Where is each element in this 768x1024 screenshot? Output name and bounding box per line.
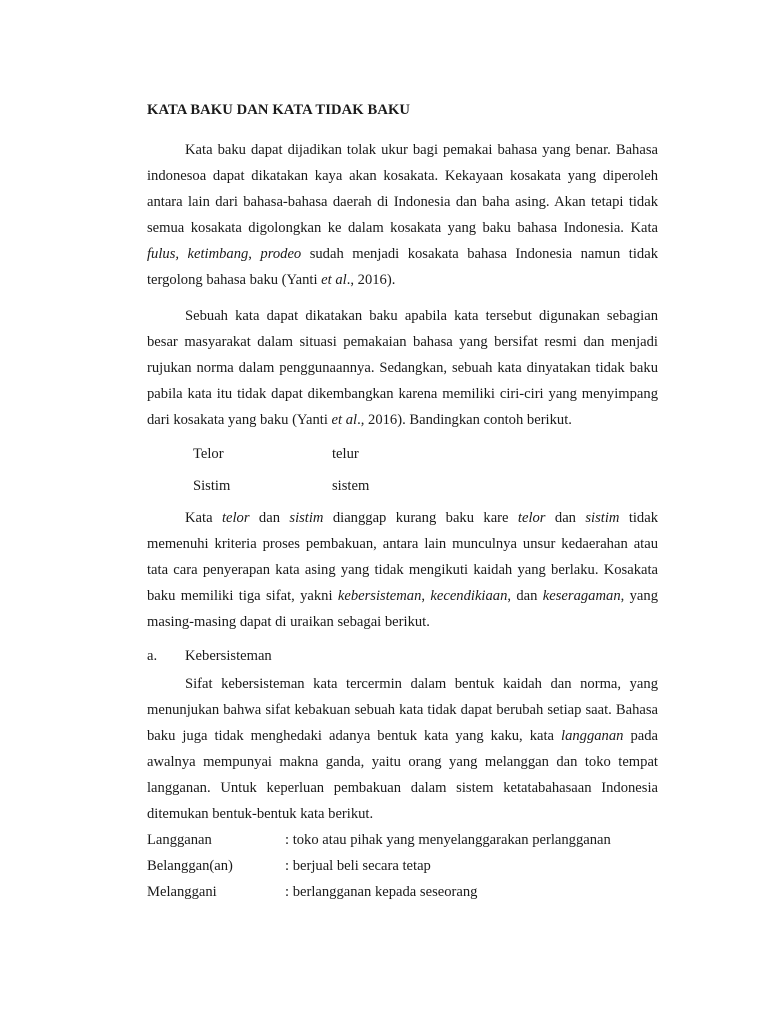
- paragraph-3-text-1: Kata: [185, 510, 222, 526]
- paragraph-1-text-3: sudah menjadi kosakata bahasa Indonesia namun tidak tergolong bahasa baku (Yanti: [147, 246, 658, 288]
- section-a-text-1: Sifat kebersisteman kata tercermin dalam bentuk kaidah dan norma, yang menunjukan bahwa sifat kebakuan sebuah kata tidak dapat berubah setiap saat. Bahasa baku juga tidak menghedaki adanya bentuk kata yang kaku, kata: [147, 676, 658, 744]
- example-nonstandard-word: Sistim: [193, 478, 231, 494]
- paragraph-1-text-1: Kata baku dapat dijadikan tolak ukur bagi pemakai bahasa yang benar. Bahasa indonesoa dapat dikatakan kaya akan kosakata. Kekayaan kosakata yang diperoleh antara lain dari bahasa-bahasa daerah di Indonesia dan baha asing. Akan tetapi tidak semua kosakata digolongkan ke dalam kosakata yang baku bahasa Indonesia. Kata: [147, 142, 658, 236]
- paragraph-3-italic-6: kecendikiaan: [430, 588, 508, 604]
- definition-term: Belanggan(an): [147, 858, 233, 874]
- definition-desc: : berjual beli secara tetap: [285, 858, 431, 874]
- paragraph-2-text-2: ., 2016). Bandingkan contoh berikut.: [357, 412, 572, 428]
- paragraph-2-text-1: Sebuah kata dapat dikatakan baku apabila kata tersebut digunakan sebagian besar masyarakat dalam situasi pemakaian bahasa yang bersifat resmi dan menjadi rujukan norma dalam penggunaannya. Sedangkan, sebuah kata dinyatakan tidak baku pabila kata itu tidak dapat dikembangkan karena memiliki ciri-ciri yang menyimpang dari kosakata yang baku (Yanti: [147, 308, 658, 428]
- paragraph-3-text-6: ,: [421, 588, 431, 604]
- paragraph-3-text-7: , dan: [507, 588, 543, 604]
- definition-desc: : toko atau pihak yang menyelanggarakan perlangganan: [285, 832, 611, 848]
- section-a-text-2: pada awalnya mempunyai makna ganda, yaitu orang yang melanggan dan toko tempat langganan. Untuk keperluan pembakuan dalam sistem ketatabahasaan Indonesia ditemukan bentuk-bentuk kata berikut.: [147, 728, 658, 822]
- paragraph-3-text-3: dianggap kurang baku kare: [323, 510, 518, 526]
- definition-desc: : berlangganan kepada seseorang: [285, 884, 478, 900]
- paragraph-3-text-4: dan: [545, 510, 586, 526]
- paragraph-1-text-4: ., 2016).: [346, 272, 396, 288]
- paragraph-3-italic-1: telor: [221, 510, 250, 526]
- example-nonstandard-word: Telor: [193, 446, 224, 462]
- paragraph-3-italic-5: kebersisteman: [337, 588, 422, 604]
- paragraph-1: [147, 137, 658, 293]
- example-standard-word: telur: [332, 446, 359, 462]
- definition-row: [147, 827, 658, 853]
- definition-row: [147, 879, 658, 905]
- section-label: Kebersisteman: [185, 648, 272, 664]
- section-a-paragraph: [147, 671, 658, 827]
- page-title: KATA BAKU DAN KATA TIDAK BAKU: [147, 102, 411, 118]
- example-row: [147, 441, 658, 473]
- paragraph-2-italic-1: et al: [331, 412, 358, 428]
- example-row: [147, 473, 658, 505]
- paragraph-3-italic-4: sistim: [585, 510, 620, 526]
- paragraph-3-italic-7: keseragaman: [542, 588, 621, 604]
- example-standard-word: sistem: [332, 478, 370, 494]
- paragraph-1-italic-2: prodeo: [260, 246, 302, 262]
- paragraph-1-italic-3: et al: [321, 272, 347, 288]
- section-letter: a.: [147, 648, 158, 664]
- definition-row: [147, 853, 658, 879]
- section-a-heading: [147, 643, 658, 671]
- definition-term: Langganan: [147, 832, 212, 848]
- paragraph-3-text-2: dan: [249, 510, 290, 526]
- paragraph-3-italic-3: telor: [517, 510, 546, 526]
- paragraph-3-text-8: , yang masing-masing dapat di uraikan sebagai berikut.: [147, 588, 658, 630]
- paragraph-3: [147, 505, 658, 635]
- paragraph-1-italic-1: fulus, ketimbang: [147, 246, 249, 262]
- document-body: [147, 97, 658, 905]
- definition-term: Melanggani: [147, 884, 217, 900]
- paragraph-3-text-5: tidak memenuhi kriteria proses pembakuan, antara lain munculnya unsur kedaerahan atau tata cara penyerapan kata asing yang tidak mengikuti kaidah yang berlaku. Kosakata baku memiliki tiga sifat, yakni: [147, 510, 658, 604]
- paragraph-3-italic-2: sistim: [289, 510, 324, 526]
- paragraph-1-text-2: ,: [248, 246, 261, 262]
- paragraph-2: [147, 303, 658, 433]
- section-a-italic-1: langganan: [561, 728, 624, 744]
